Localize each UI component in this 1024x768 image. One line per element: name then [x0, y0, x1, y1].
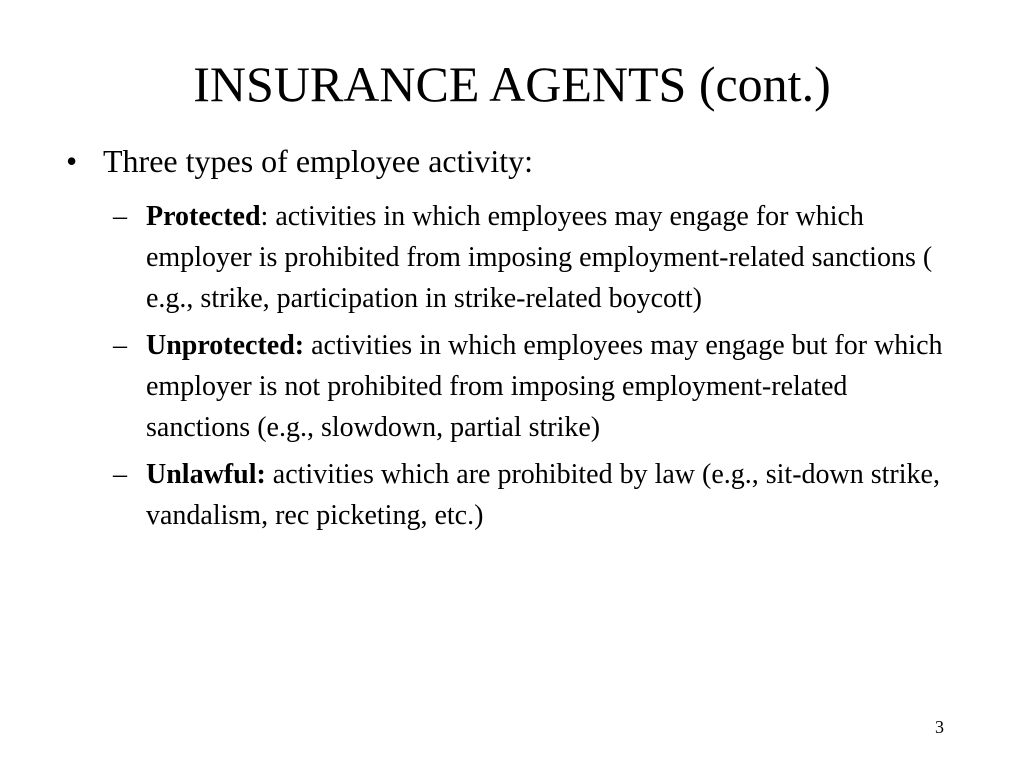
dash-marker: –: [113, 330, 127, 361]
term-separator: :: [260, 201, 269, 232]
bullet-text: Three types of employee activity:: [103, 143, 534, 179]
bullet-item: [66, 140, 946, 182]
term-description: activities in which employees may engage for which employer is prohibited from imposing employment-related sanctions ( e.g., strike, participation in strike-related boycott): [146, 201, 933, 314]
term-label: Unprotected:: [146, 330, 305, 361]
slide-title: INSURANCE AGENTS (cont.): [193, 56, 831, 112]
term-description: activities which are prohibited by law (e.g., sit-down strike, vandalism, rec picketing, etc.): [146, 459, 940, 531]
sub-bullet-list: [113, 196, 943, 542]
sub-item-unlawful: [113, 454, 943, 536]
term-description: activities in which employees may engage but for which employer is not prohibited from imposing employment-related sanctions (e.g., slowdown, partial strike): [146, 330, 943, 443]
sub-item-unprotected: [113, 325, 943, 448]
sub-item-protected: [113, 196, 943, 319]
dash-marker: –: [113, 201, 127, 232]
dash-marker: –: [113, 459, 127, 490]
bullet-marker: •: [66, 143, 78, 179]
term-label: Protected: [146, 201, 261, 232]
term-label: Unlawful:: [146, 459, 266, 490]
page-number: 3: [935, 717, 944, 737]
